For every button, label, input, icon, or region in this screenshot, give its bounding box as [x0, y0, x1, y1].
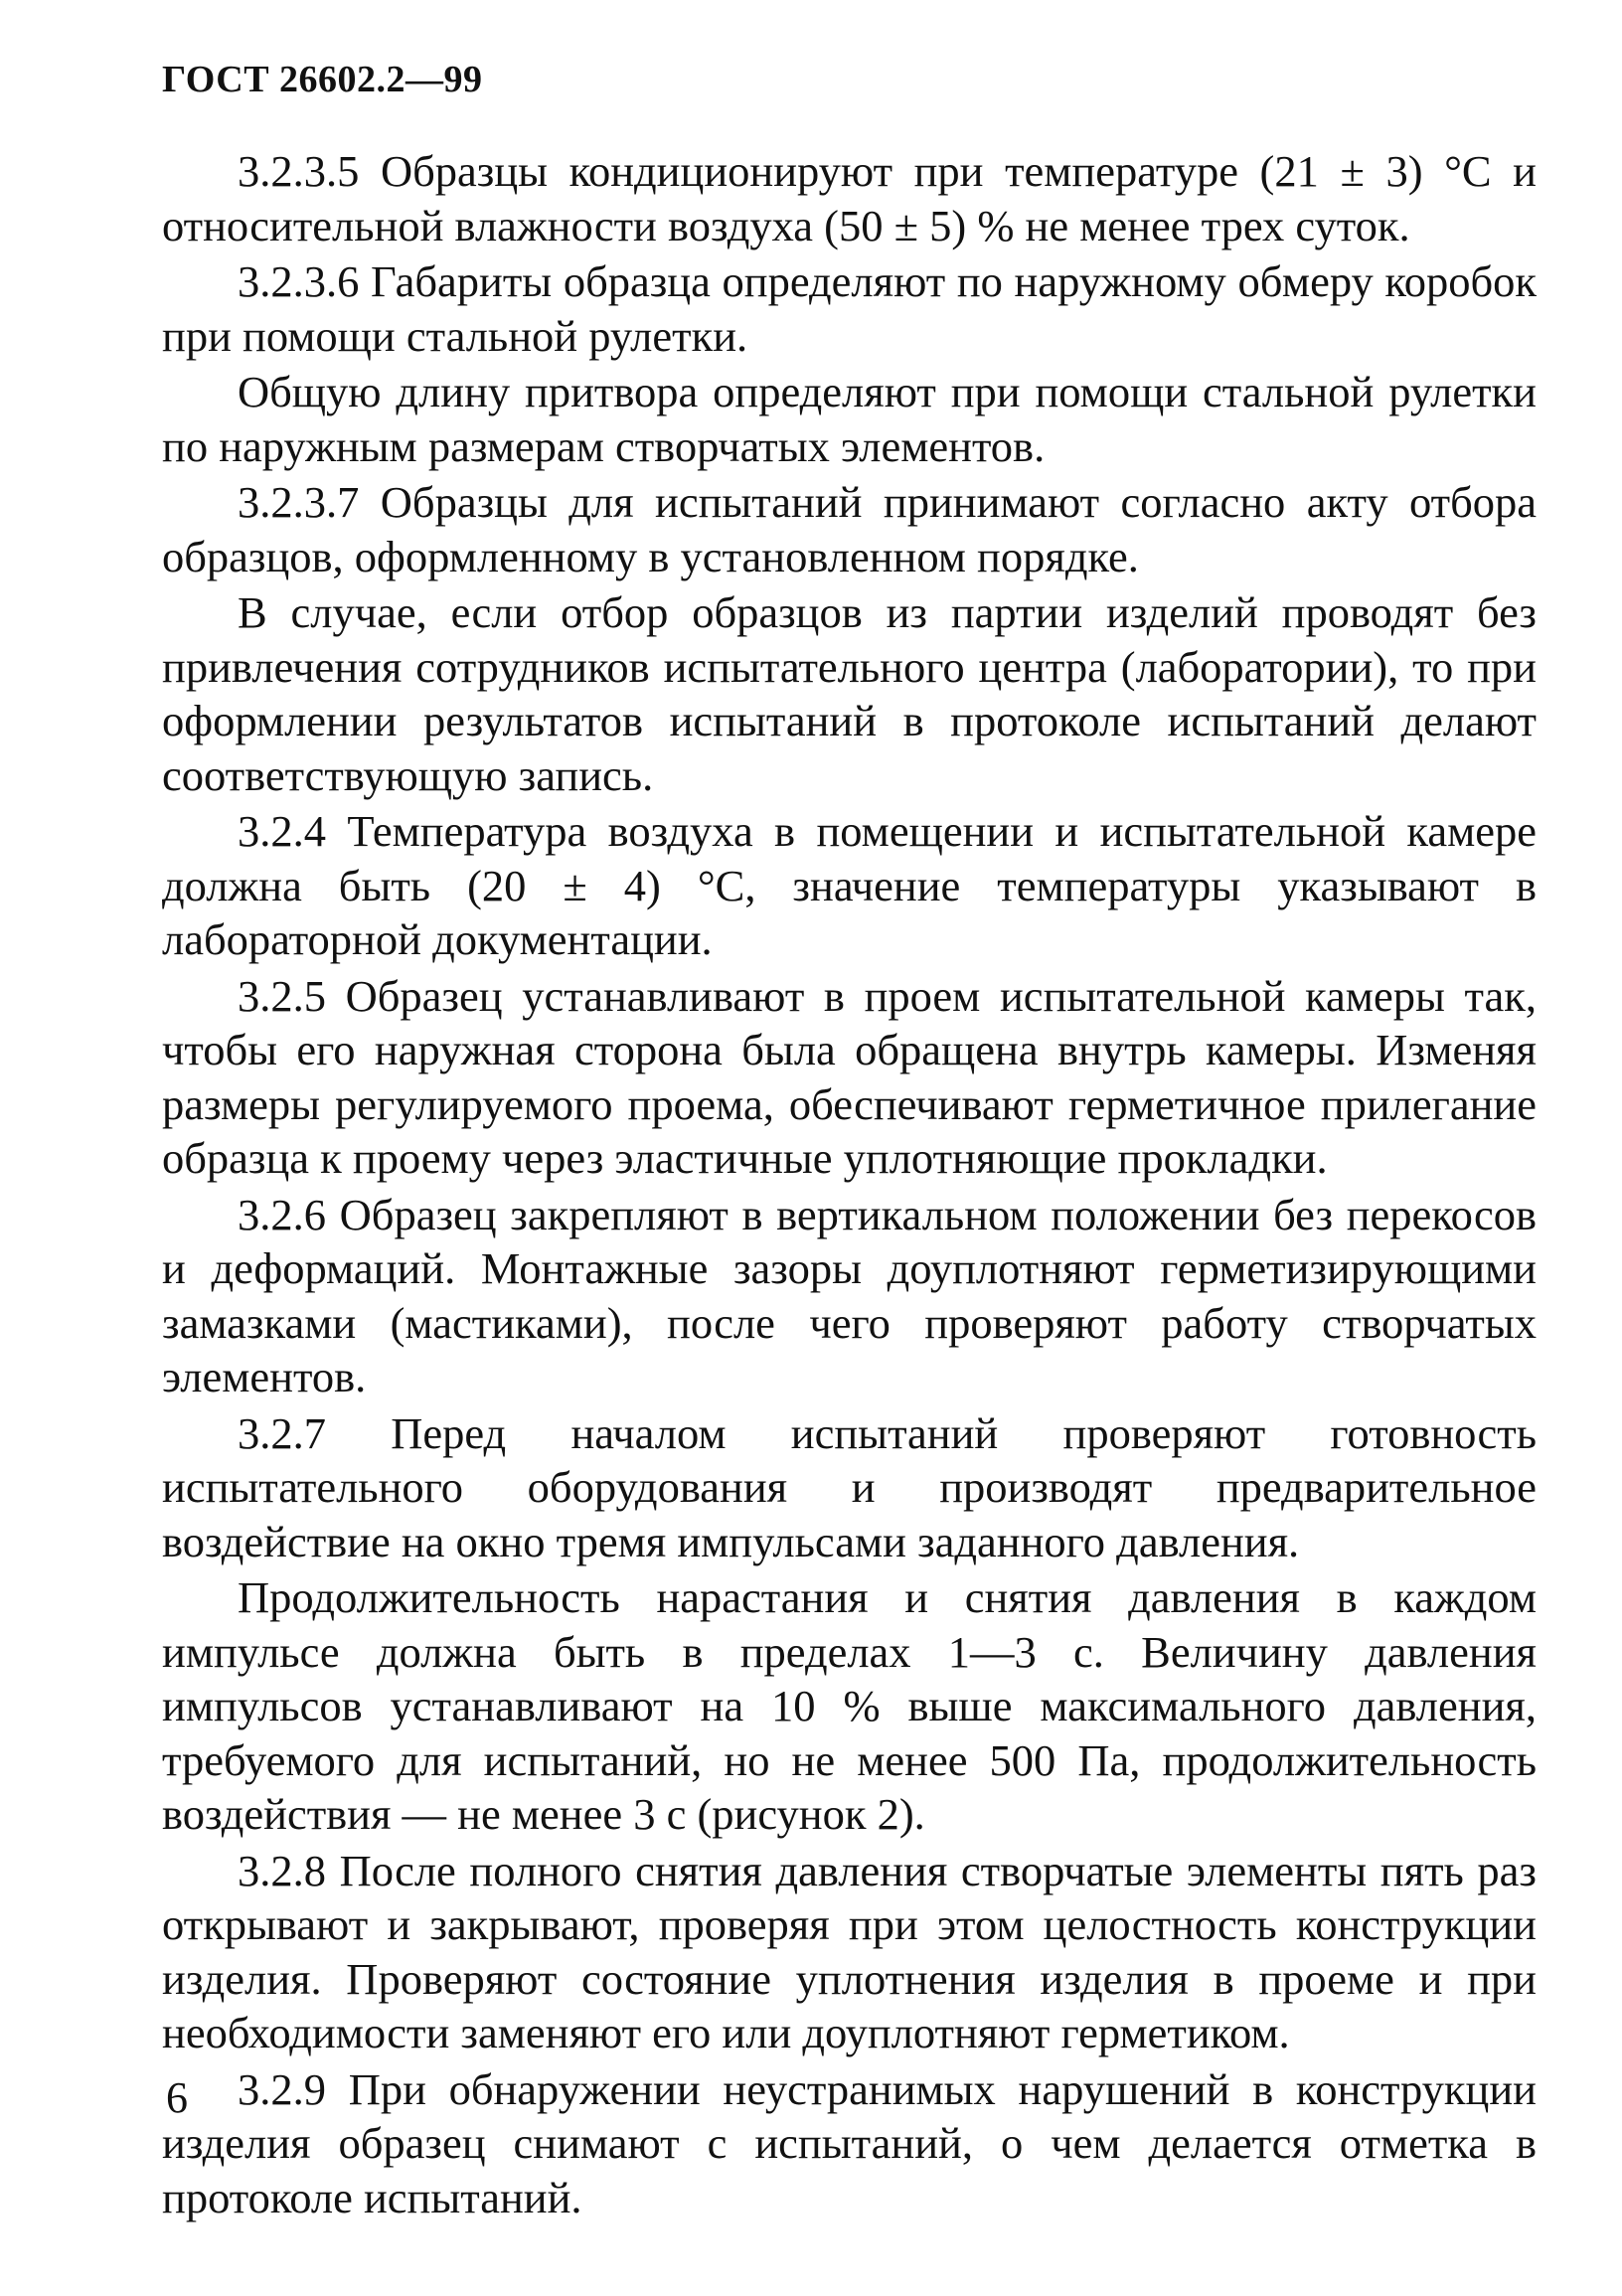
page-number: 6 — [166, 2073, 188, 2122]
paragraph-3-2-3-6: 3.2.3.6 Габариты образца определяют по наружному обмеру коробок при помощи стальной рулетки. — [162, 256, 1537, 361]
paragraph-3-2-8: 3.2.8 После полного снятия давления створчатые элементы пять раз открывают и закрывают, проверяя при этом целостность конструкции изделия. Проверяют состояние уплотнения изделия в проеме и при необходимости заменяют его или доуплотняют герметиком. — [162, 1845, 1537, 2057]
paragraph-3-2-3-7: 3.2.3.7 Образцы для испытаний принимают согласно акту отбора образцов, оформленному в установленном порядке. — [162, 477, 1537, 581]
paragraph-3-2-3-5: 3.2.3.5 Образцы кондиционируют при температуре (21 ± 3) °С и относительной влажности воздуха (50 ± 5) % не менее трех суток. — [162, 146, 1537, 250]
paragraph-3-2-3-6-cont: Общую длину притвора определяют при помощи стальной рулетки по наружным размерам створчатых элементов. — [162, 367, 1537, 471]
body-text — [162, 144, 1537, 2226]
paragraph-3-2-6: 3.2.6 Образец закрепляют в вертикальном положении без перекосов и деформаций. Монтажные зазоры доуплотняют герметизирующими замазками (мастиками), после чего проверяют работу створчатых элементов. — [162, 1189, 1537, 1401]
paragraph-3-2-4: 3.2.4 Температура воздуха в помещении и испытательной камере должна быть (20 ± 4) °С, значение температуры указывают в лабораторной документации. — [162, 806, 1537, 964]
standard-header: ГОСТ 26602.2—99 — [162, 59, 483, 100]
paragraph-3-2-7: 3.2.7 Перед началом испытаний проверяют готовность испытательного оборудования и производят предварительное воздействие на окно тремя импульсами заданного давления. — [162, 1407, 1537, 1566]
paragraph-3-2-9: 3.2.9 При обнаружении неустранимых нарушений в конструкции изделия образец снимают с испытаний, о чем делается отметка в протоколе испытаний. — [162, 2063, 1537, 2222]
paragraph-3-2-5: 3.2.5 Образец устанавливают в проем испытательной камеры так, чтобы его наружная сторона была обращена внутрь камеры. Изменяя размеры регулируемого проема, обеспечивают герметичное прилегание образца к проему через эластичные уплотняющие прокладки. — [162, 970, 1537, 1183]
paragraph-3-2-3-7-cont: В случае, если отбор образцов из партии изделий проводят без привлечения сотрудников испытательного центра (лаборатории), то при оформлении результатов испытаний в протоколе испытаний делают соответствующую запись. — [162, 587, 1537, 800]
paragraph-3-2-7-cont: Продолжительность нарастания и снятия давления в каждом импульсе должна быть в пределах 1—3 с. Величину давления импульсов устанавливают на 10 % выше максимального давления, требуемого для испытаний, но не менее 500 Па, продолжительность воздействия — не менее 3 с (рисунок 2). — [162, 1572, 1537, 1839]
